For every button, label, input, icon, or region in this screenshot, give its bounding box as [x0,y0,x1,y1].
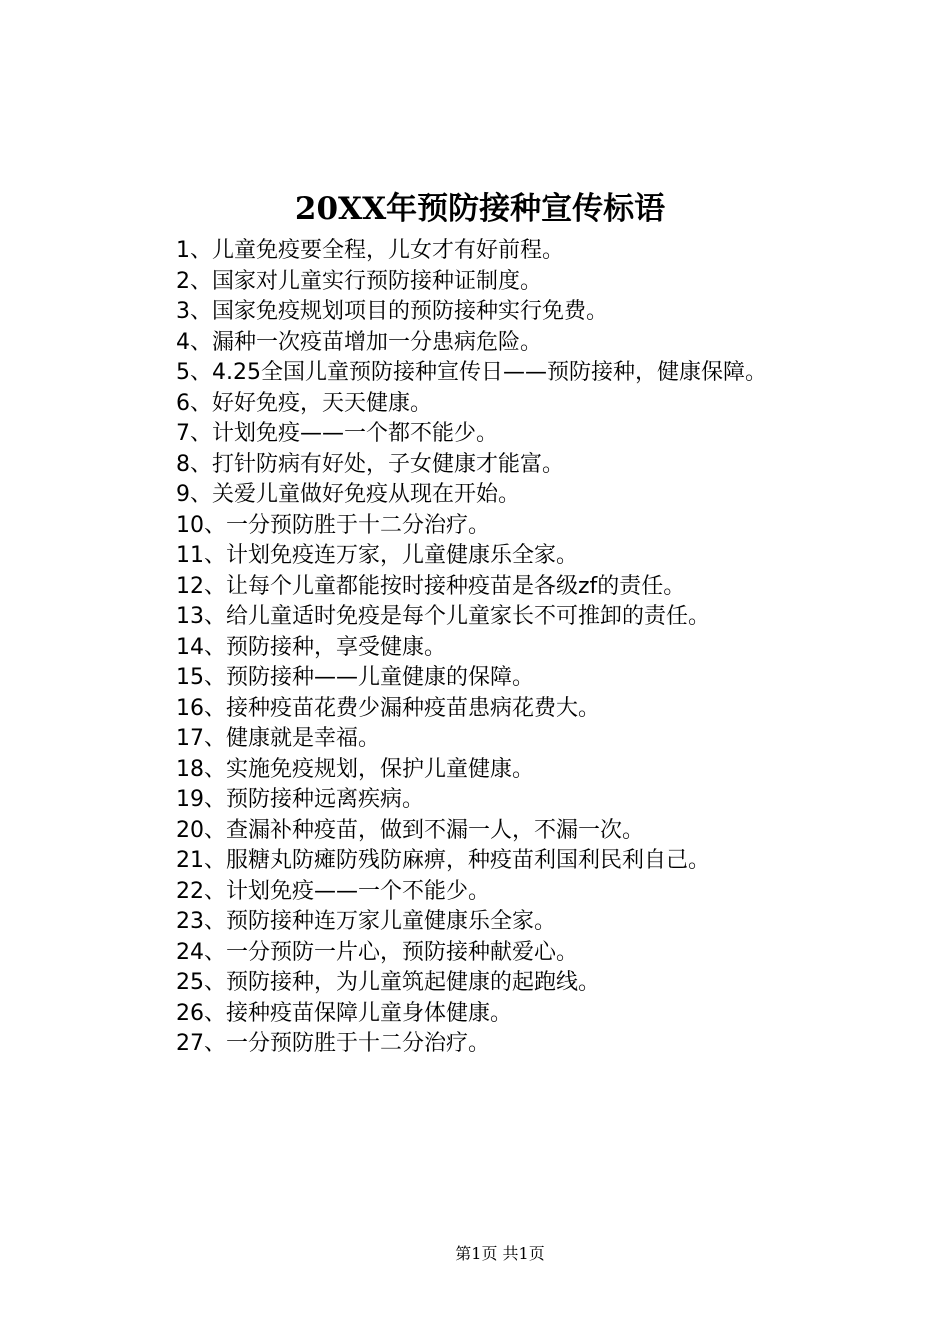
list-item: 24、一分预防一片心，预防接种献爱心。 [176,939,578,965]
list-item: 3、国家免疫规划项目的预防接种实行免费。 [176,299,608,324]
list-item: 16、接种疫苗花费少漏种疫苗患病花费大。 [176,695,600,721]
list-item: 8、打针防病有好处，子女健康才能富。 [176,451,564,477]
list-item: 13、给儿童适时免疫是每个儿童家长不可推卸的责任。 [176,604,710,629]
list-item: 25、预防接种，为儿童筑起健康的起跑线。 [176,970,600,995]
list-item: 6、好好免疫，天天健康。 [176,390,432,416]
list-item: 21、服糖丸防瘫防残防麻痹，种疫苗利国利民利自己。 [176,848,710,873]
list-item: 14、预防接种，享受健康。 [176,634,446,660]
list-item: 22、计划免疫——一个不能少。 [176,878,490,904]
list-item: 12、让每个儿童都能按时接种疫苗是各级zf的责任。 [176,573,686,599]
list-item: 23、预防接种连万家儿童健康乐全家。 [176,909,556,934]
list-item: 4、漏种一次疫苗增加一分患病危险。 [176,329,542,355]
document-title: 20XX年预防接种宣传标语 [294,191,666,227]
list-item: 20、查漏补种疫苗，做到不漏一人，不漏一次。 [176,817,644,843]
list-item: 19、预防接种远离疾病。 [176,787,424,812]
list-item: 9、关爱儿童做好免疫从现在开始。 [176,482,520,507]
list-item: 11、计划免疫连万家，儿童健康乐全家。 [176,543,578,568]
list-item: 1、儿童免疫要全程，儿女才有好前程。 [176,238,564,263]
list-item: 15、预防接种——儿童健康的保障。 [176,665,534,690]
list-item: 27、一分预防胜于十二分治疗。 [176,1031,490,1056]
list-item: 17、健康就是幸福。 [176,726,380,751]
list-item: 26、接种疫苗保障儿童身体健康。 [176,1000,512,1026]
list-item: 2、国家对儿童实行预防接种证制度。 [176,268,542,294]
page-footer: 第1页 共1页 [455,1244,545,1263]
list-item: 10、一分预防胜于十二分治疗。 [176,512,490,538]
slogan-list [116,236,836,1060]
list-item: 18、实施免疫规划，保护儿童健康。 [176,756,534,782]
list-item: 7、计划免疫——一个都不能少。 [176,421,498,446]
list-item: 5、4.25全国儿童预防接种宣传日——预防接种，健康保障。 [176,360,767,385]
